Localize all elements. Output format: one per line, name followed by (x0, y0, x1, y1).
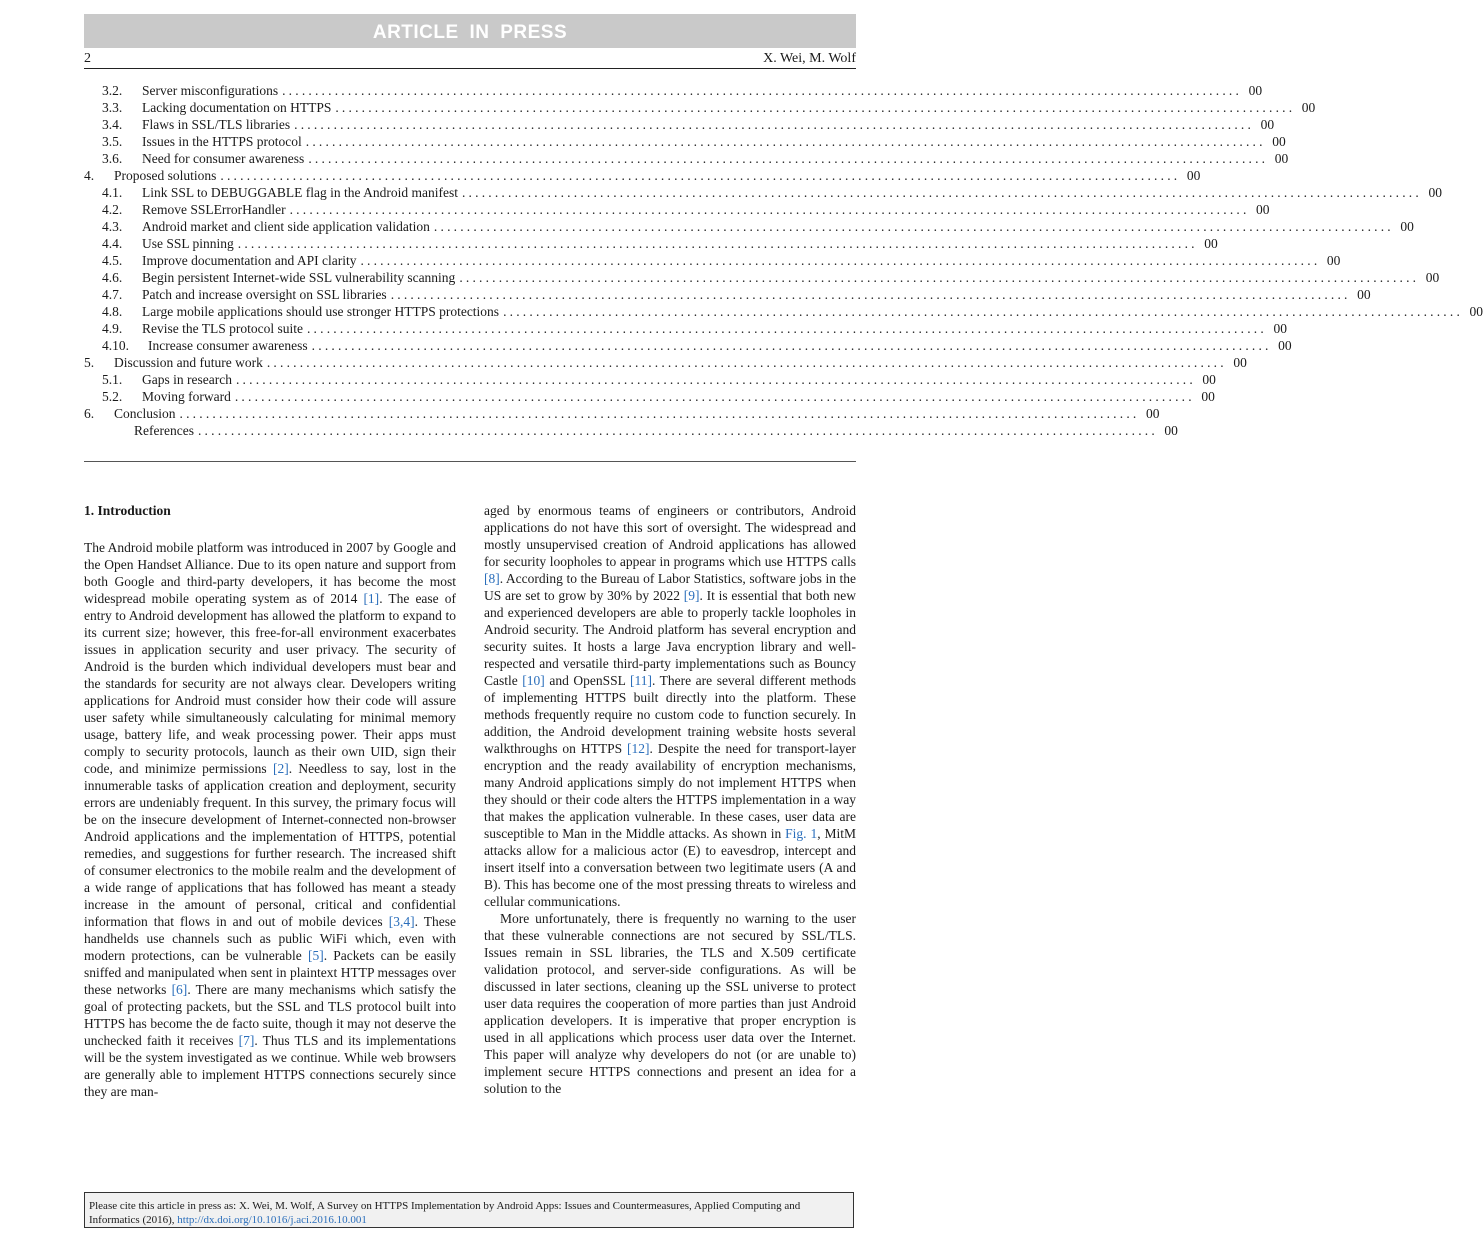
toc-leader-dots: .................................................................................................................................................. (433, 219, 1394, 234)
toc-leader-dots: .................................................................................................................................................. (305, 134, 1266, 149)
citation-reference-link[interactable]: [1] (363, 591, 380, 606)
paragraph-text: More unfortunately, there is frequently no warning to the user that these vulnerable connections are not secured by SSL/TLS. Issues remain in SSL libraries, the TLS and X.509 certificate validation protocol, and server-side configurations. As will be discussed in later sections, cleaning up the SSL universe to protect user data requires the cooperation of more parties than just Android application developers. It is imperative that proper encryption is used in all applications which process user data over the Internet. This paper will analyze why developers do not (or are unable to) implement secure HTTPS connections and present an idea for a solution to the (484, 911, 856, 1096)
toc-leader-dots: .................................................................................................................................................. (335, 100, 1296, 115)
toc-entry-page: 00 (1204, 236, 1218, 251)
toc-leader-dots: .................................................................................................................................................. (306, 321, 1267, 336)
citation-box (84, 1192, 854, 1228)
toc-entry-label: Link SSL to DEBUGGABLE flag in the Android manifest (142, 185, 458, 200)
paragraph-text: . There are many mechanisms which satisfy the goal of protecting packets, but the SSL and TLS protocol built into HTTPS has become the de facto suite, though it may not deserve the unchecked faith it receives (84, 982, 457, 1048)
toc-entry[interactable] (84, 133, 1286, 150)
toc-entry-page: 00 (1145, 406, 1160, 421)
toc-leader-dots: .................................................................................................................................................. (390, 287, 1351, 302)
toc-entry[interactable] (84, 99, 1316, 116)
toc-entry-number: 4.4. (102, 236, 123, 251)
toc-entry-label: Large mobile applications should use stronger HTTPS protections (142, 304, 500, 319)
toc-entry-label: Gaps in research (142, 372, 232, 387)
citation-text: Please cite this article in press as: X. Wei, M. Wolf, A Survey on HTTPS Implementation by Android Apps: Issues and Countermeasures, Applied Computing and Informatics (2016), (89, 1200, 801, 1226)
running-head (84, 50, 856, 69)
intro-paragraph-1-continued (484, 502, 856, 910)
toc-entry-number: 4.6. (102, 270, 123, 285)
toc-entry-label: References (134, 423, 194, 438)
toc-leader-dots: .................................................................................................................................................. (220, 168, 1181, 183)
toc-entry-number: 4.9. (102, 321, 123, 336)
toc-leader-dots: .................................................................................................................................................. (234, 389, 1195, 404)
toc-entry-page: 00 (1274, 151, 1289, 166)
toc-entry[interactable] (84, 235, 1218, 252)
left-column (84, 502, 456, 1100)
toc-leader-dots: .................................................................................................................................................. (311, 338, 1272, 353)
toc-leader-dots: .................................................................................................................................................. (459, 270, 1420, 285)
toc-entry[interactable] (84, 150, 1289, 167)
toc-entry[interactable] (84, 82, 1263, 99)
toc-entry-page: 00 (1164, 423, 1178, 438)
toc-entry-label: Remove SSLErrorHandler (142, 202, 286, 217)
toc-entry-number: 3.2. (102, 83, 123, 98)
running-head-authors: X. Wei, M. Wolf (763, 51, 856, 66)
toc-entry-label: Need for consumer awareness (142, 151, 305, 166)
toc-entry-page: 00 (1233, 355, 1247, 370)
article-in-press-banner: ARTICLE IN PRESS (84, 14, 856, 48)
toc-entry-number: 5. (84, 355, 95, 370)
toc-entry-number: 3.4. (102, 117, 123, 132)
toc-entry[interactable] (84, 354, 1247, 371)
toc-entry-label: Increase consumer awareness (148, 338, 308, 353)
toc-entry-label: Conclusion (114, 406, 176, 421)
toc-entry[interactable] (84, 269, 1440, 286)
paragraph-text: . It is essential that both new and experienced developers are able to properly tackle loopholes in Android security. The Android platform has several encryption and security suites. It hosts a large Java encryption library and well-respected and versatile third-party implementations such as Bouncy Castle (484, 588, 856, 688)
toc-entry-number: 3.6. (102, 151, 123, 166)
toc-entry-number: 3.5. (102, 134, 123, 149)
toc-entry[interactable] (84, 218, 1414, 235)
citation-reference-link[interactable]: [9] (683, 588, 700, 603)
paragraph-text: . These handhelds use channels such as public WiFi which, even with modern protections, can be vulnerable (84, 914, 456, 963)
toc-entry[interactable] (84, 371, 1216, 388)
citation-reference-link[interactable]: [8] (484, 571, 500, 586)
toc-leader-dots: .................................................................................................................................................. (308, 151, 1269, 166)
table-of-contents (84, 82, 1483, 439)
toc-entry-number: 4.8. (102, 304, 123, 319)
toc-entry[interactable] (84, 167, 1201, 184)
paragraph-text: . Thus TLS and its implementations will be the system investigated as we continue. While web browsers are generally able to implement HTTPS connections securely since they are man- (84, 1033, 456, 1099)
toc-entry-label: Begin persistent Internet-wide SSL vulnerability scanning (142, 270, 456, 285)
toc-entry-page: 00 (1400, 219, 1414, 234)
toc-entry[interactable] (84, 303, 1483, 320)
toc-entry[interactable] (84, 184, 1442, 201)
toc-leader-dots: .................................................................................................................................................. (282, 83, 1243, 98)
toc-entry-page: 00 (1256, 202, 1270, 217)
citation-reference-link[interactable]: Fig. 1 (785, 826, 818, 841)
citation-reference-link[interactable]: [12] (627, 741, 650, 756)
toc-entry[interactable] (84, 286, 1371, 303)
toc-entry-number: 3.3. (102, 100, 123, 115)
toc-entry-label: Server misconfigurations (142, 83, 279, 98)
toc-entry-number: 4.7. (102, 287, 123, 302)
toc-entry-page: 00 (1260, 117, 1275, 132)
toc-entry-number: 5.2. (102, 389, 123, 404)
toc-entry-number: 5.1. (102, 372, 123, 387)
toc-entry[interactable] (84, 320, 1287, 337)
toc-leader-dots: .................................................................................................................................................. (237, 236, 1198, 251)
toc-leader-dots: .................................................................................................................................................. (360, 253, 1321, 268)
toc-entry[interactable] (84, 252, 1341, 269)
toc-leader-dots: .................................................................................................................................................. (503, 304, 1464, 319)
paragraph-text: . Needless to say, lost in the innumerable tasks of application creation and deployment, security errors are undeniably frequent. In this survey, the primary focus will be on the insecure development of Internet-connected non-browser Android applications and the implementation of HTTPS, potential remedies, and suggestions for further research. The increased shift of consumer electronics to the mobile realm and the development of a wide range of applications that has followed has meant a steady increase in the amount of personal, critical and confidential information that flows in and out of mobile devices (84, 761, 456, 929)
toc-leader-dots: .................................................................................................................................................. (289, 202, 1250, 217)
toc-entry-label: Moving forward (142, 389, 231, 404)
toc-leader-dots: .................................................................................................................................................. (294, 117, 1255, 132)
toc-entry[interactable] (84, 116, 1275, 133)
toc-entry-label: Use SSL pinning (142, 236, 234, 251)
toc-entry-label: Android market and client side application validation (142, 219, 430, 234)
toc-entry-number: 4.1. (102, 185, 123, 200)
toc-entry-number: 4.5. (102, 253, 123, 268)
toc-entry-page: 00 (1186, 168, 1201, 183)
toc-entry-page: 00 (1202, 372, 1216, 387)
toc-entry-label: Flaws in SSL/TLS libraries (142, 117, 291, 132)
citation-reference-link[interactable]: [3,4] (388, 914, 415, 929)
toc-entry-number: 4.10. (102, 338, 129, 353)
toc-entry-number: 6. (84, 406, 95, 421)
paragraph-text: aged by enormous teams of engineers or contributors, Android applications do not have this sort of oversight. The widespread and mostly unsupervised creation of Android applications has allowed for security loopholes to appear in programs which use HTTPS calls (484, 503, 856, 569)
citation-reference-link[interactable]: [5] (307, 948, 324, 963)
toc-entry[interactable] (84, 422, 1178, 439)
toc-entry-number: 4.2. (102, 202, 123, 217)
toc-entry[interactable] (84, 388, 1215, 405)
toc-entry-label: Lacking documentation on HTTPS (142, 100, 332, 115)
toc-entry-page: 00 (1301, 100, 1316, 115)
page-number: 2 (84, 51, 91, 66)
paragraph-text: . Despite the need for transport-layer encryption and the ready availability of encryption mechanisms, many Android applications simply do not implement HTTPS when they should or their code alters the HTTPS implementation in a way that makes the application vulnerable. In these cases, user data are susceptible to Man in the Middle attacks. As shown in (484, 741, 857, 841)
toc-entry-page: 00 (1278, 338, 1292, 353)
paragraph-text: . Packets can be easily sniffed and manipulated when sent in plaintext HTTP messages over these networks (84, 948, 456, 997)
intro-paragraph-1 (84, 539, 456, 1100)
toc-entry-page: 00 (1428, 185, 1442, 200)
right-column (484, 502, 856, 1097)
citation-reference-link[interactable]: [2] (272, 761, 289, 776)
toc-entry-page: 00 (1272, 134, 1286, 149)
paragraph-text: The Android mobile platform was introduced in 2007 by Google and the Open Handset Alliance. Due to its open nature and support from both Google and third-party developers, it has become the most widespread mobile operating system as of 2014 (84, 540, 456, 606)
toc-entry-page: 00 (1326, 253, 1341, 268)
paragraph-text: . There are several different methods of implementing HTTPS built directly into the platform. These methods frequently require no custom code to function securely. In addition, the Android development training website hosts several walkthroughs on HTTPS (484, 673, 856, 756)
section-heading-introduction: 1. Introduction (84, 503, 171, 518)
doi-link[interactable]: http://dx.doi.org/10.1016/j.aci.2016.10.001 (177, 1214, 367, 1226)
toc-entry-page: 00 (1357, 287, 1371, 302)
toc-entry-label: Proposed solutions (114, 168, 217, 183)
toc-entry-label: Revise the TLS protocol suite (142, 321, 303, 336)
toc-entry-page: 00 (1425, 270, 1440, 285)
toc-entry-number: 4. (84, 168, 95, 183)
toc-leader-dots: .................................................................................................................................................. (179, 406, 1140, 421)
toc-leader-dots: .................................................................................................................................................. (197, 423, 1158, 438)
toc-entry-label: Discussion and future work (114, 355, 263, 370)
toc-entry-number: 4.3. (102, 219, 123, 234)
toc-entry[interactable] (84, 405, 1160, 422)
toc-entry-page: 00 (1273, 321, 1287, 336)
toc-leader-dots: .................................................................................................................................................. (235, 372, 1196, 387)
toc-entry-label: Improve documentation and API clarity (142, 253, 357, 268)
toc-entry-page: 00 (1201, 389, 1215, 404)
toc-leader-dots: .................................................................................................................................................. (461, 185, 1422, 200)
citation-reference-link[interactable]: [10] (522, 673, 545, 688)
intro-paragraph-2 (484, 910, 856, 1097)
toc-entry-label: Patch and increase oversight on SSL libraries (142, 287, 387, 302)
paragraph-text: and OpenSSL (544, 673, 630, 688)
citation-reference-link[interactable]: [6] (171, 982, 188, 997)
toc-entry-page: 00 (1248, 83, 1263, 98)
toc-separator (84, 461, 856, 462)
paragraph-text: . According to the Bureau of Labor Statistics, software jobs in the US are set to grow by 30% by 2022 (484, 571, 856, 603)
paragraph-text: . The ease of entry to Android development has allowed the platform to expand to its current size; however, this free-for-all environment exacerbates issues in application security and user privacy. The security of Android is the burden which individual developers must bear and the standards for security are not always clear. Developers writing applications for Android must consider how their code will assure user safety while simultaneously calculating for minimal memory usage, battery life, and weak processing power. Their apps must comply to security protocols, launch as their own UID, sign their code, and minimize permissions (84, 591, 456, 776)
toc-leader-dots: .................................................................................................................................................. (266, 355, 1227, 370)
citation-reference-link[interactable]: [7] (238, 1033, 255, 1048)
toc-entry[interactable] (84, 337, 1292, 354)
toc-entry[interactable] (84, 201, 1270, 218)
toc-entry-label: Issues in the HTTPS protocol (142, 134, 302, 149)
toc-entry-page: 00 (1469, 304, 1483, 319)
paragraph-text: , MitM attacks allow for a malicious actor (E) to eavesdrop, intercept and insert itself into a conversation between two legitimate users (A and B). This has become one of the most pressing threats to wireless and cellular communications. (484, 826, 856, 909)
citation-reference-link[interactable]: [11] (629, 673, 652, 688)
